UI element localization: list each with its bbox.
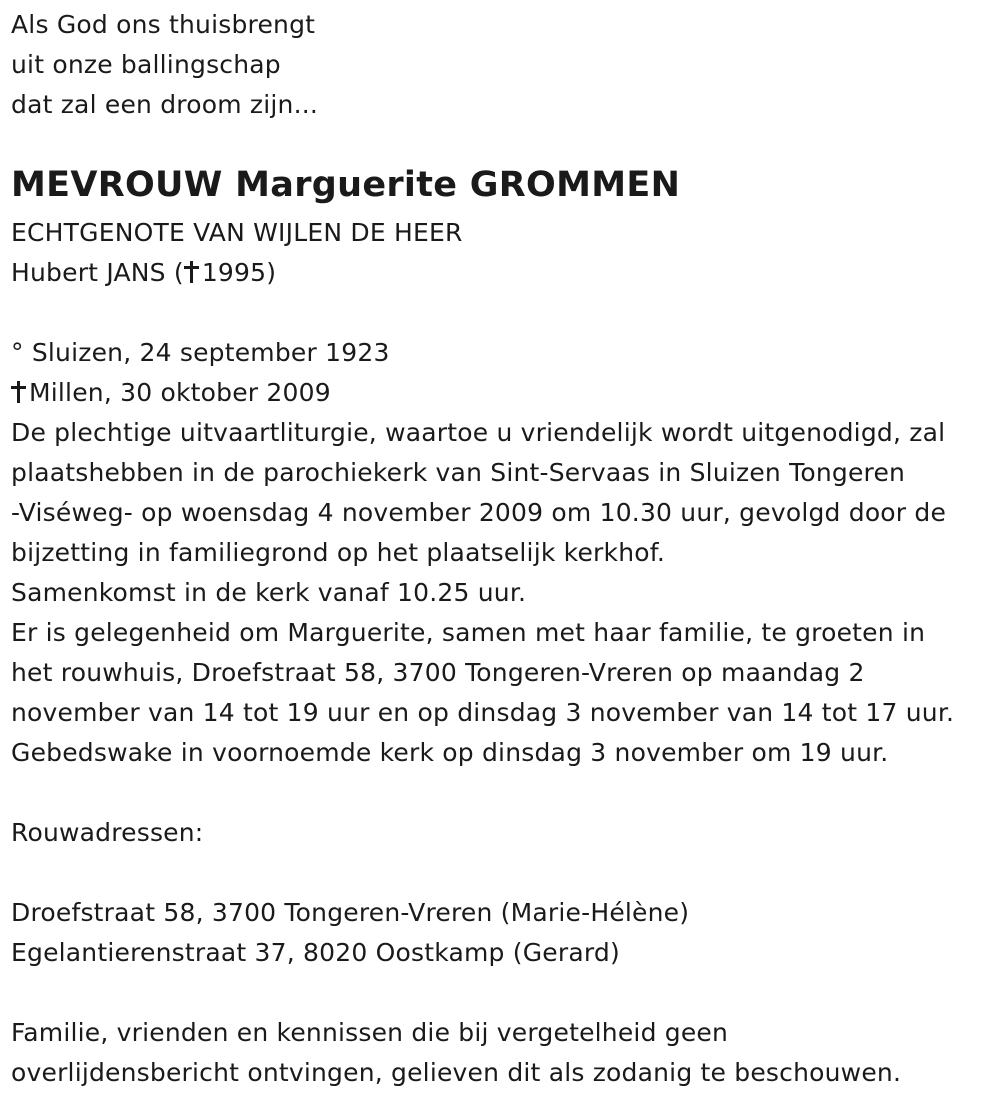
ceremony-line: bijzetting in familiegrond op het plaatselijk kerkhof. <box>11 538 666 567</box>
birth-line: ° Sluizen, 24 september 1923 <box>11 338 390 367</box>
address-line: Droefstraat 58, 3700 Tongeren-Vreren (Marie-Hélène) <box>11 898 690 927</box>
closing-line: overlijdensbericht ontvingen, gelieven dit als zodanig te beschouwen. <box>11 1058 902 1087</box>
spacer <box>11 293 996 333</box>
verse-line: uit onze ballingschap <box>11 50 281 79</box>
ceremony-paragraph <box>11 413 996 773</box>
ceremony-line: -Viséweg- op woensdag 4 november 2009 om 10.30 uur, gevolgd door de <box>11 498 947 527</box>
death-notice <box>11 5 996 1093</box>
spacer <box>11 773 996 813</box>
verse-line: dat zal een droom zijn... <box>11 90 319 119</box>
verse <box>11 5 996 125</box>
cross-icon <box>184 261 198 283</box>
deceased-name: MEVROUW Marguerite GROMMEN <box>11 165 681 205</box>
addresses-heading: Rouwadressen: <box>11 818 204 847</box>
spouse-name: Hubert JANS ( <box>11 258 184 287</box>
spouse-death-year: 1995) <box>201 258 277 287</box>
ceremony-line: het rouwhuis, Droefstraat 58, 3700 Tongeren-Vreren op maandag 2 <box>11 658 865 687</box>
ceremony-line: november van 14 tot 19 uur en op dinsdag 3 november van 14 tot 17 uur. <box>11 698 955 727</box>
ceremony-line: Gebedswake in voornoemde kerk op dinsdag 3 november om 19 uur. <box>11 738 889 767</box>
ceremony-line: plaatshebben in de parochiekerk van Sint-Servaas in Sluizen Tongeren <box>11 458 906 487</box>
spouse-line <box>11 253 996 293</box>
verse-line: Als God ons thuisbrengt <box>11 10 316 39</box>
spacer <box>11 973 996 1013</box>
relation-text: ECHTGENOTE VAN WIJLEN DE HEER <box>11 218 463 247</box>
ceremony-line: De plechtige uitvaartliturgie, waartoe u vriendelijk wordt uitgenodigd, zal <box>11 418 946 447</box>
death-text: Millen, 30 oktober 2009 <box>29 378 331 407</box>
address-line: Egelantierenstraat 37, 8020 Oostkamp (Gerard) <box>11 938 620 967</box>
spacer <box>11 853 996 893</box>
ceremony-line: Samenkomst in de kerk vanaf 10.25 uur. <box>11 578 527 607</box>
death-line <box>11 373 996 413</box>
cross-icon <box>11 381 25 403</box>
ceremony-line: Er is gelegenheid om Marguerite, samen met haar familie, te groeten in <box>11 618 926 647</box>
closing-line: Familie, vrienden en kennissen die bij vergetelheid geen <box>11 1018 729 1047</box>
